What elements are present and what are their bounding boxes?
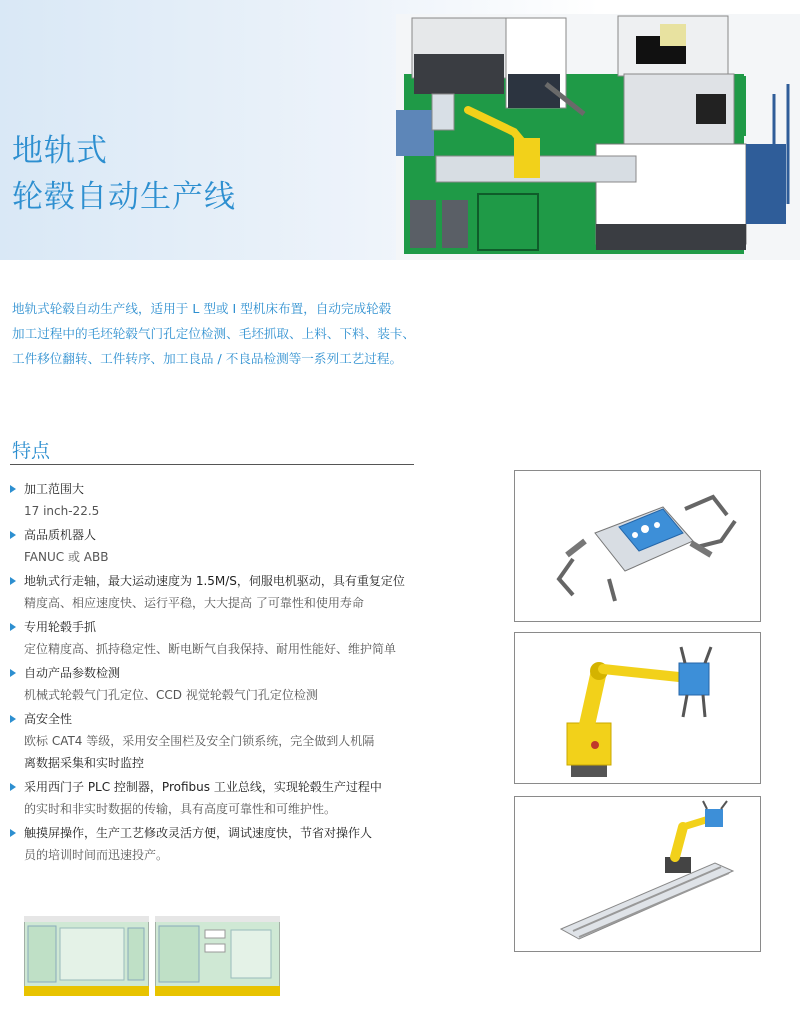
feature-item xyxy=(10,570,422,614)
feature-desc: 定位精度高、抓持稳定性、断电断气自我保持、耐用性能好、维护简单 xyxy=(24,642,397,656)
feature-item xyxy=(10,776,422,820)
feature-title: 触摸屏操作，生产工艺修改灵活方便，调试速度快，节省对操作人 xyxy=(24,826,373,840)
robot-illustration xyxy=(515,633,760,783)
hmi-screen-2 xyxy=(155,916,280,1000)
bullet-triangle-icon xyxy=(10,669,16,677)
feature-desc: 机械式轮毂气门孔定位、CCD 视觉轮毂气门孔定位检测 xyxy=(24,688,318,702)
feature-title: 专用轮毂手抓 xyxy=(24,620,97,634)
bullet-triangle-icon xyxy=(10,829,16,837)
hmi-screen-graphic xyxy=(24,916,149,996)
intro-line: 地轨式轮毂自动生产线，适用于 L 型或 I 型机床布置，自动完成轮毂 xyxy=(12,301,392,316)
feature-desc: FANUC 或 ABB xyxy=(24,550,109,564)
bullet-triangle-icon xyxy=(10,531,16,539)
ground-rail-illustration xyxy=(515,797,760,951)
ground-rail-photo xyxy=(514,796,761,952)
intro-paragraph xyxy=(12,296,432,371)
feature-title: 地轨式行走轴，最大运动速度为 1.5M/S，伺服电机驱动，具有重复定位 xyxy=(24,574,405,588)
bullet-triangle-icon xyxy=(10,715,16,723)
feature-item xyxy=(10,478,422,522)
feature-title: 自动产品参数检测 xyxy=(24,666,121,680)
feature-desc: 员的培训时间而迅速投产。 xyxy=(24,848,169,862)
feature-desc: 离数据采集和实时监控 xyxy=(24,756,145,770)
page-title xyxy=(12,128,236,220)
feature-desc: 欧标 CAT4 等级，采用安全围栏及安全门锁系统，完全做到人机隔 xyxy=(24,734,375,748)
feature-item xyxy=(10,616,422,660)
features-divider xyxy=(10,464,414,465)
feature-title: 采用西门子 PLC 控制器，Profibus 工业总线，实现轮毂生产过程中 xyxy=(24,780,382,794)
feature-desc: 的实时和非实时数据的传输，具有高度可靠性和可维护性。 xyxy=(24,802,337,816)
bullet-triangle-icon xyxy=(10,485,16,493)
bullet-triangle-icon xyxy=(10,623,16,631)
feature-title: 高安全性 xyxy=(24,712,73,726)
feature-item xyxy=(10,524,422,568)
features-heading: 特点 xyxy=(12,440,51,462)
feature-desc: 精度高、相应速度快、运行平稳，大大提高 了可靠性和使用寿命 xyxy=(24,596,364,610)
features-list xyxy=(10,478,422,868)
feature-item xyxy=(10,822,422,866)
intro-line: 加工过程中的毛坯轮毂气门孔定位检测、毛坯抓取、上料、下料、装卡、 xyxy=(12,326,415,341)
robot-photo xyxy=(514,632,761,784)
hmi-screen-1 xyxy=(24,916,149,1000)
feature-title: 加工范围大 xyxy=(24,482,85,496)
feature-item xyxy=(10,708,422,774)
bullet-triangle-icon xyxy=(10,783,16,791)
feature-title: 高品质机器人 xyxy=(24,528,97,542)
hmi-screen-graphic xyxy=(155,916,280,996)
title-line-1: 地轨式 xyxy=(12,133,108,169)
feature-item xyxy=(10,662,422,706)
feature-desc: 17 inch-22.5 xyxy=(24,504,100,518)
gripper-illustration xyxy=(515,471,760,621)
hero-banner xyxy=(0,0,800,260)
intro-line: 工件移位翻转、工件转序、加工良品 / 不良品检测等一系列工艺过程。 xyxy=(12,351,403,366)
production-line-image xyxy=(396,14,800,260)
bullet-triangle-icon xyxy=(10,577,16,585)
title-line-2: 轮毂自动生产线 xyxy=(12,179,236,215)
gripper-photo xyxy=(514,470,761,622)
